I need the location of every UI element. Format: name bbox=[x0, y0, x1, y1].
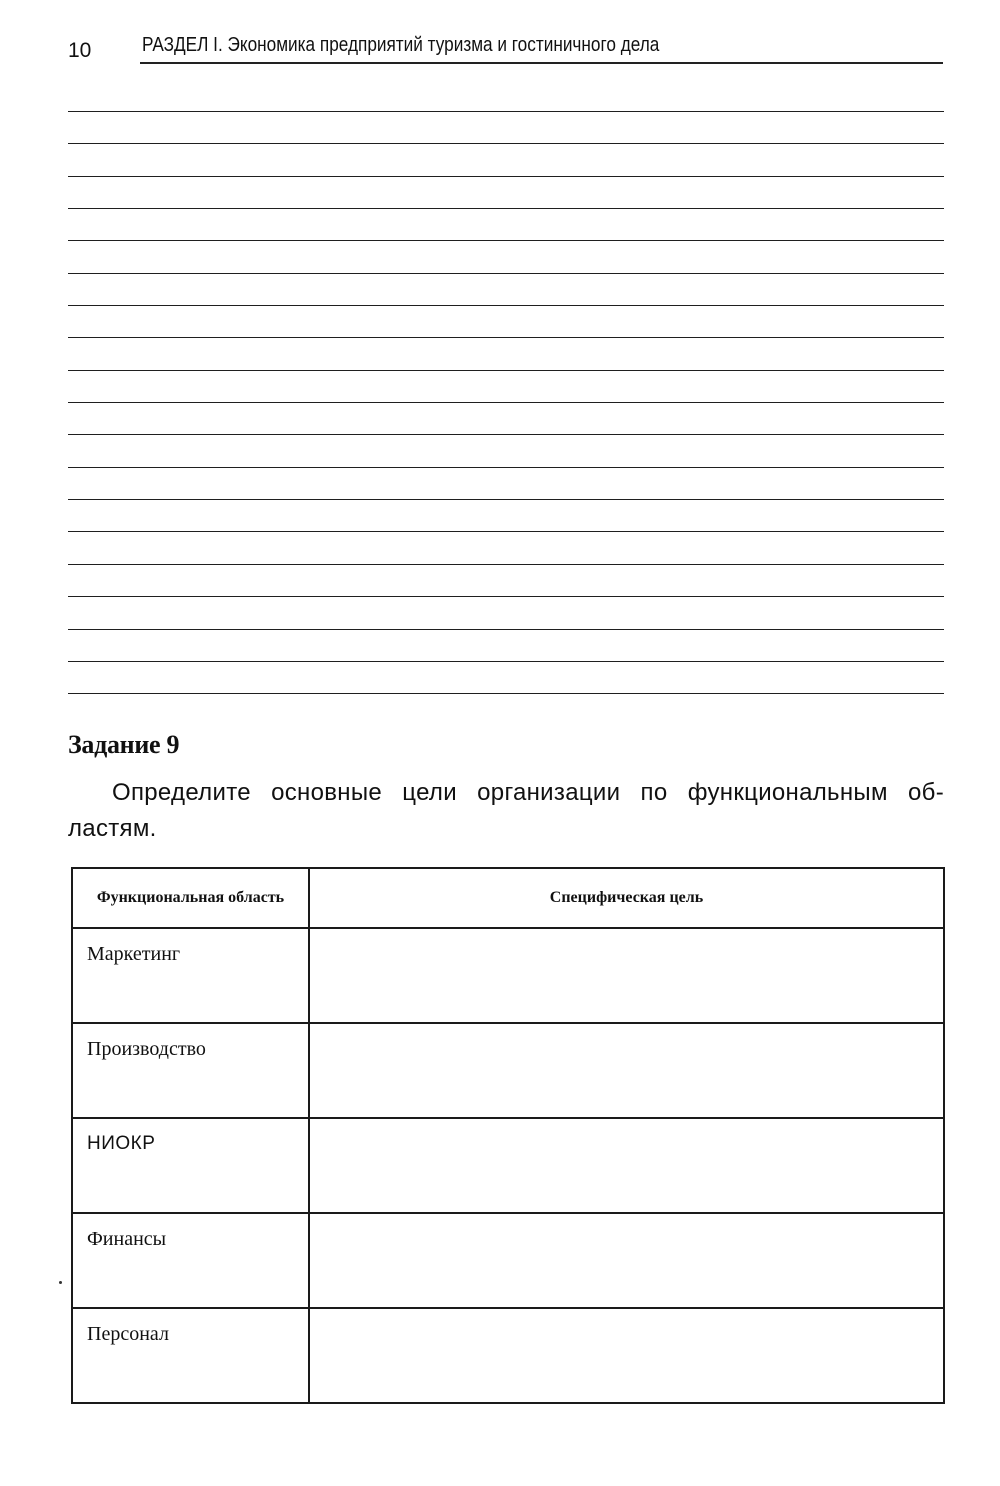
writing-line[interactable] bbox=[68, 240, 944, 272]
writing-line[interactable] bbox=[68, 176, 944, 208]
header-specific-goal: Специфическая цель bbox=[309, 868, 944, 928]
table-row bbox=[72, 1023, 944, 1118]
table-row bbox=[72, 1118, 944, 1213]
goal-cell-finance[interactable] bbox=[309, 1213, 944, 1308]
writing-line[interactable] bbox=[68, 337, 944, 369]
writing-lines bbox=[68, 111, 944, 726]
writing-line[interactable] bbox=[68, 564, 944, 596]
writing-line[interactable] bbox=[68, 273, 944, 305]
area-label: Финансы bbox=[87, 1228, 167, 1250]
area-cell-production bbox=[72, 1023, 309, 1118]
area-label: Персонал bbox=[87, 1323, 169, 1345]
area-cell-personnel bbox=[72, 1308, 309, 1403]
writing-line[interactable] bbox=[68, 208, 944, 240]
writing-line[interactable] bbox=[68, 305, 944, 337]
running-header: РАЗДЕЛ I. Экономика предприятий туризма и гостиничного дела bbox=[142, 34, 660, 56]
writing-line[interactable] bbox=[68, 661, 944, 693]
writing-line[interactable] bbox=[68, 693, 944, 725]
writing-line[interactable] bbox=[68, 499, 944, 531]
area-label: Производство bbox=[87, 1038, 206, 1060]
task-heading: Задание 9 bbox=[68, 730, 180, 759]
writing-line[interactable] bbox=[68, 531, 944, 563]
writing-line[interactable] bbox=[68, 467, 944, 499]
functional-goals-table bbox=[71, 867, 945, 1404]
writing-line[interactable] bbox=[68, 111, 944, 143]
area-cell-rnd bbox=[72, 1118, 309, 1213]
area-label: НИОКР bbox=[87, 1133, 156, 1154]
goal-cell-rnd[interactable] bbox=[309, 1118, 944, 1213]
table-row bbox=[72, 1213, 944, 1308]
goal-cell-marketing[interactable] bbox=[309, 928, 944, 1023]
table-header-row bbox=[72, 868, 944, 928]
goal-cell-personnel[interactable] bbox=[309, 1308, 944, 1403]
area-cell-finance bbox=[72, 1213, 309, 1308]
header-rule bbox=[140, 62, 943, 64]
writing-line[interactable] bbox=[68, 629, 944, 661]
area-label: Маркетинг bbox=[87, 943, 181, 965]
area-cell-marketing bbox=[72, 928, 309, 1023]
writing-line[interactable] bbox=[68, 370, 944, 402]
goal-cell-production[interactable] bbox=[309, 1023, 944, 1118]
writing-line[interactable] bbox=[68, 143, 944, 175]
stray-dot bbox=[59, 1281, 62, 1284]
writing-line[interactable] bbox=[68, 434, 944, 466]
task-instruction: Определите основные цели организации по функциональным об-ластям. bbox=[68, 779, 944, 842]
table-row bbox=[72, 1308, 944, 1403]
page-number: 10 bbox=[68, 39, 92, 62]
writing-line[interactable] bbox=[68, 596, 944, 628]
writing-line[interactable] bbox=[68, 402, 944, 434]
table-row bbox=[72, 928, 944, 1023]
header-functional-area: Функциональная область bbox=[72, 868, 309, 928]
